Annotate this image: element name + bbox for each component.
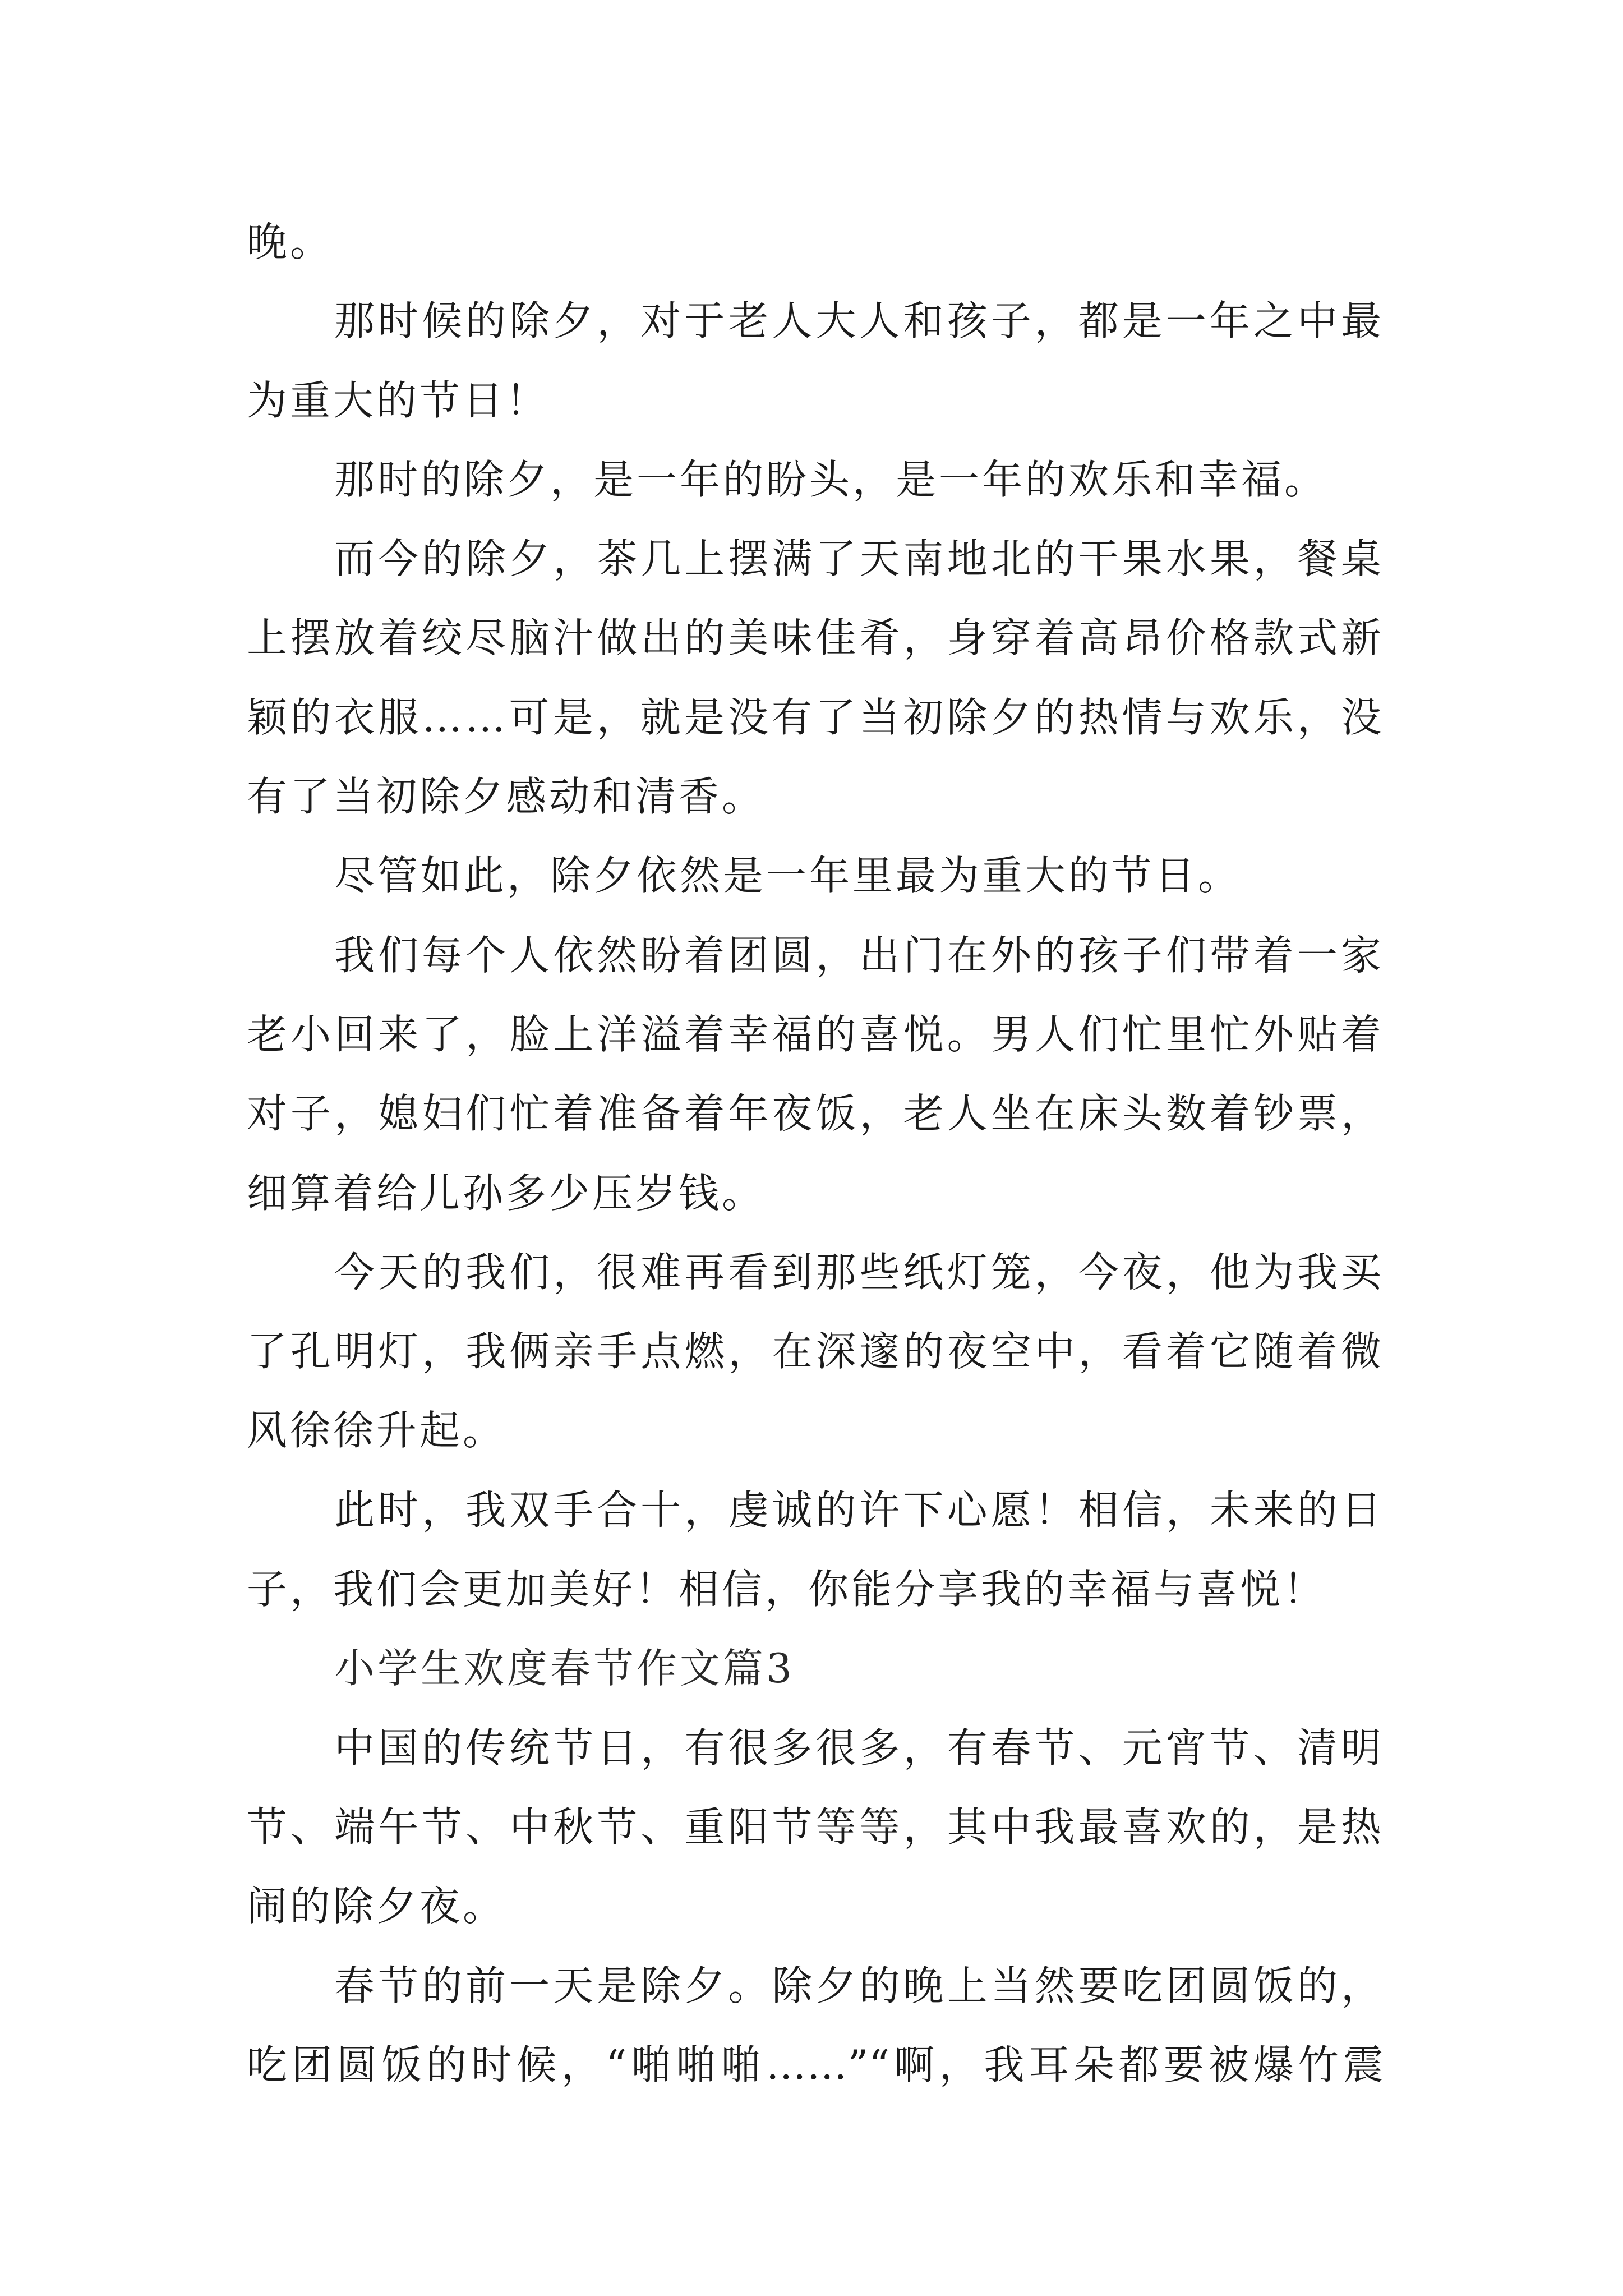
text-line: 子，我们会更加美好！相信，你能分享我的幸福与喜悦！	[247, 1566, 1327, 1613]
paragraph-first-line: 尽管如此，除夕依然是一年里最为重大的节日。	[334, 852, 1242, 900]
text-line: 上摆放着绞尽脑汁做出的美味佳肴，身穿着高昂价格款式新	[247, 614, 1384, 662]
paragraph-first-line: 而今的除夕，茶几上摆满了天南地北的干果水果，餐桌	[334, 535, 1384, 583]
text-line: 老小回来了，脸上洋溢着幸福的喜悦。男人们忙里忙外贴着	[247, 1010, 1384, 1058]
text-line: 风徐徐升起。	[247, 1407, 506, 1455]
text-line: 细算着给儿孙多少压岁钱。	[247, 1169, 766, 1217]
paragraph-first-line: 那时候的除夕，对于老人大人和孩子，都是一年之中最	[334, 297, 1384, 345]
text-line: 对子，媳妇们忙着准备着年夜饭，老人坐在床头数着钞票，	[247, 1090, 1384, 1138]
paragraph-first-line: 此时，我双手合十，虔诚的许下心愿！相信，未来的日	[334, 1486, 1384, 1534]
text-line: 晚。	[247, 218, 334, 265]
paragraph-first-line: 我们每个人依然盼着团圆，出门在外的孩子们带着一家	[334, 931, 1384, 979]
body-text	[247, 203, 1384, 2105]
text-line: 了孔明灯，我俩亲手点燃，在深邃的夜空中，看着它随着微	[247, 1328, 1384, 1375]
text-line: 为重大的节日！	[247, 376, 550, 424]
paragraph-first-line: 中国的传统节日，有很多很多，有春节、元宵节、清明	[334, 1724, 1384, 1772]
paragraph-first-line: 春节的前一天是除夕。除夕的晚上当然要吃团圆饭的，	[334, 1962, 1384, 2009]
text-line: 吃团圆饭的时候，“啪啪啪……”“啊，我耳朵都要被爆竹震	[247, 2041, 1384, 2088]
paragraph-first-line: 今天的我们，很难再看到那些纸灯笼，今夜，他为我买	[334, 1248, 1384, 1296]
text-line: 有了当初除夕感动和清香。	[247, 773, 766, 821]
text-line: 闹的除夕夜。	[247, 1883, 506, 1930]
section-heading: 小学生欢度春节作文篇3	[334, 1645, 795, 1692]
text-line: 颖的衣服……可是，就是没有了当初除夕的热情与欢乐，没	[247, 693, 1384, 741]
text-line: 节、端午节、中秋节、重阳节等等，其中我最喜欢的，是热	[247, 1803, 1384, 1851]
paragraph-first-line: 那时的除夕，是一年的盼头，是一年的欢乐和幸福。	[334, 455, 1328, 503]
